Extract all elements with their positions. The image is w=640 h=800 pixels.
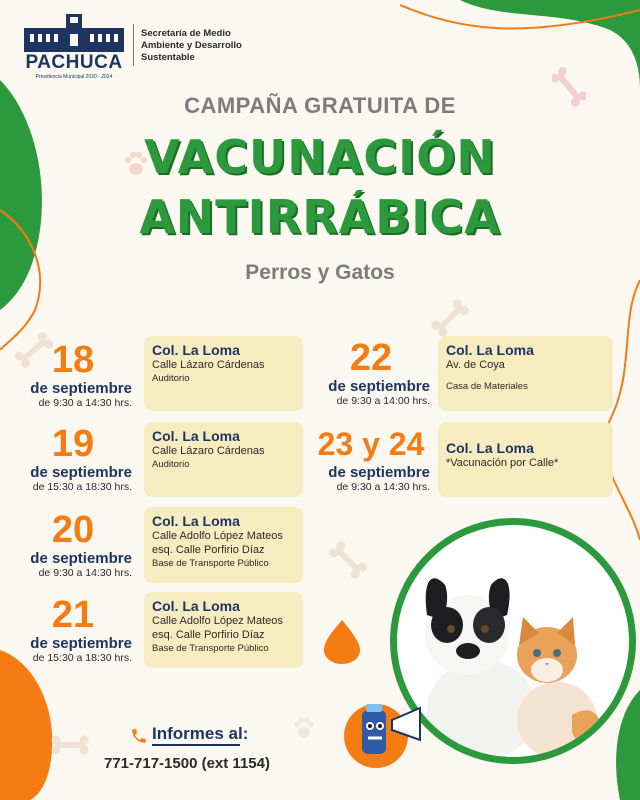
location-card-18: Col. La Loma Calle Lázaro Cárdenas Auditorio [144, 336, 303, 411]
title-antirrabica: ANTIRRÁBICA [139, 190, 501, 244]
orange-drop-right [324, 620, 360, 664]
target-animals: Perros y Gatos [245, 261, 395, 284]
date-20: 20 de septiembre de 9:30 a 14:30 hrs. [30, 509, 132, 579]
header-divider [133, 24, 134, 66]
date-23-24: 23 y 24 de septiembre de 9:30 a 14:30 hrs. [317, 426, 430, 493]
date-19: 19 de septiembre de 15:30 a 18:30 hrs. [30, 423, 132, 493]
location-card-23-24: Col. La Loma *Vacunación por Calle* [438, 422, 613, 497]
bone-icon [50, 730, 90, 760]
date-18: 18 de septiembre de 9:30 a 14:30 hrs. [30, 339, 132, 409]
location-card-20: Col. La Loma Calle Adolfo López Mateos esq. Calle Porfirio Díaz Base de Transporte Público [144, 507, 303, 583]
bone-icon [328, 540, 368, 580]
informes-label: Informes al: [152, 724, 249, 743]
paw-icon [290, 714, 318, 742]
bone-icon [430, 298, 470, 338]
building-icon [24, 14, 124, 52]
informes-underline [152, 744, 240, 746]
logo-subtitle: Presidencia Municipal 2020 - 2024 [35, 74, 113, 80]
campaign-subtitle: CAMPAÑA GRATUITA DE [184, 93, 456, 118]
location-card-21: Col. La Loma Calle Adolfo López Mateos esq. Calle Porfirio Díaz Base de Transporte Público [144, 592, 303, 668]
date-21: 21 de septiembre de 15:30 a 18:30 hrs. [30, 594, 132, 664]
pachuca-logo [18, 14, 130, 80]
location-card-19: Col. La Loma Calle Lázaro Cárdenas Auditorio [144, 422, 303, 497]
date-22: 22 de septiembre de 9:30 a 14:00 hrs. [328, 337, 430, 407]
orange-blob-bottom-left [0, 650, 60, 800]
megaphone-icon [340, 690, 430, 770]
phone-icon [130, 727, 148, 745]
logo-name: PACHUCA [25, 52, 123, 73]
dog-and-cat-icon [397, 525, 629, 757]
phone-number: 771-717-1500 (ext 1154) [104, 755, 270, 772]
location-card-22: Col. La Loma Av. de Coya Casa de Materiales [438, 336, 613, 411]
secretaria-label: Secretaría de Medio Ambiente y Desarrollo Sustentable [141, 28, 242, 63]
title-vacunacion: VACUNACIÓN [144, 130, 496, 184]
orange-line-top [400, 0, 640, 60]
